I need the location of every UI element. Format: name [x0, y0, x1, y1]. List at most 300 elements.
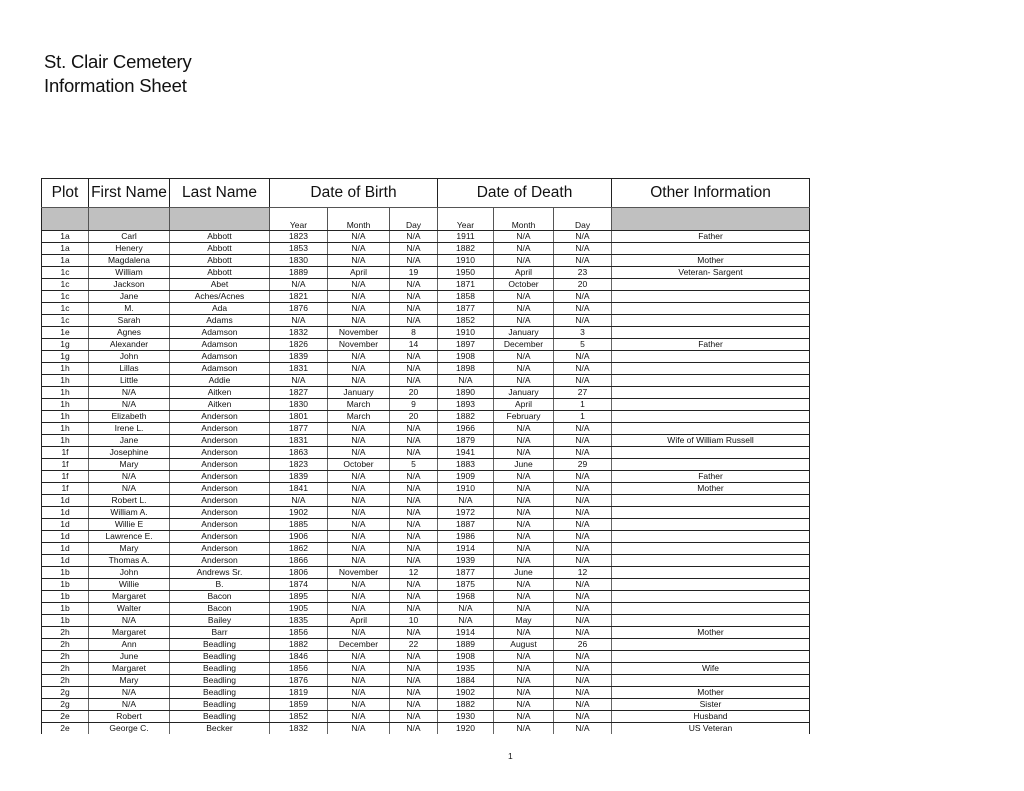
cell-birth-day: N/A	[390, 663, 438, 675]
cell-birth-month: October	[328, 459, 390, 471]
cell-other-information	[612, 543, 810, 555]
cell-last-name: Bailey	[170, 615, 270, 627]
cell-first-name: John	[89, 567, 170, 579]
cell-plot: 1h	[42, 411, 89, 423]
cell-plot: 2e	[42, 711, 89, 723]
cell-death-day: N/A	[554, 447, 612, 459]
cell-last-name: Abbott	[170, 231, 270, 243]
cell-last-name: Anderson	[170, 555, 270, 567]
cell-birth-day: N/A	[390, 699, 438, 711]
cell-death-month: N/A	[494, 651, 554, 663]
cell-birth-day: 9	[390, 399, 438, 411]
cell-death-day: N/A	[554, 291, 612, 303]
cell-other-information	[612, 411, 810, 423]
header-date-of-birth: Date of Birth	[270, 179, 438, 208]
cell-first-name: Robert	[89, 711, 170, 723]
cell-last-name: Beadling	[170, 711, 270, 723]
cell-first-name: George C.	[89, 723, 170, 735]
cell-death-month: N/A	[494, 531, 554, 543]
cell-death-month: April	[494, 399, 554, 411]
cell-birth-day: N/A	[390, 603, 438, 615]
cell-birth-month: N/A	[328, 723, 390, 735]
cell-death-year: 1910	[438, 255, 494, 267]
cell-death-month: January	[494, 387, 554, 399]
cell-other-information	[612, 399, 810, 411]
cell-birth-year: N/A	[270, 315, 328, 327]
cell-death-year: 1941	[438, 447, 494, 459]
cell-plot: 1h	[42, 363, 89, 375]
cell-birth-day: N/A	[390, 579, 438, 591]
cell-death-year: 1871	[438, 279, 494, 291]
subheader-death-year: Year	[438, 208, 494, 231]
cell-death-year: 1858	[438, 291, 494, 303]
cell-first-name: N/A	[89, 699, 170, 711]
subheader-birth-month: Month	[328, 208, 390, 231]
table-row	[42, 651, 810, 663]
cell-other-information: Wife	[612, 663, 810, 675]
header-first-name: First Name	[89, 179, 170, 208]
table-row	[42, 447, 810, 459]
cell-plot: 1b	[42, 615, 89, 627]
cell-death-year: 1986	[438, 531, 494, 543]
cell-death-year: 1893	[438, 399, 494, 411]
cell-death-month: N/A	[494, 363, 554, 375]
cell-death-day: N/A	[554, 627, 612, 639]
cell-last-name: Anderson	[170, 483, 270, 495]
cell-birth-month: January	[328, 387, 390, 399]
cell-birth-year: 1874	[270, 579, 328, 591]
cell-other-information: Mother	[612, 627, 810, 639]
cell-plot: 2g	[42, 699, 89, 711]
cell-birth-day: N/A	[390, 435, 438, 447]
cell-birth-year: 1862	[270, 543, 328, 555]
cell-death-day: N/A	[554, 723, 612, 735]
cell-death-year: 1908	[438, 351, 494, 363]
cell-first-name: N/A	[89, 387, 170, 399]
cell-plot: 1h	[42, 399, 89, 411]
table-row	[42, 459, 810, 471]
cell-death-day: N/A	[554, 435, 612, 447]
cell-death-year: 1930	[438, 711, 494, 723]
table-row	[42, 411, 810, 423]
cell-first-name: N/A	[89, 615, 170, 627]
cell-plot: 1d	[42, 531, 89, 543]
cell-death-month: N/A	[494, 591, 554, 603]
cell-birth-day: N/A	[390, 291, 438, 303]
cell-death-month: N/A	[494, 663, 554, 675]
cell-plot: 2g	[42, 687, 89, 699]
cell-birth-year: 1856	[270, 627, 328, 639]
cell-plot: 1c	[42, 291, 89, 303]
cell-death-month: N/A	[494, 303, 554, 315]
cell-death-day: 1	[554, 399, 612, 411]
table-row	[42, 387, 810, 399]
cell-first-name: Sarah	[89, 315, 170, 327]
cell-plot: 1h	[42, 423, 89, 435]
table-row	[42, 255, 810, 267]
cell-birth-month: N/A	[328, 555, 390, 567]
cell-birth-year: N/A	[270, 375, 328, 387]
cell-birth-month: N/A	[328, 243, 390, 255]
cell-last-name: Adamson	[170, 339, 270, 351]
cell-birth-year: 1835	[270, 615, 328, 627]
cell-birth-day: N/A	[390, 315, 438, 327]
cell-death-day: N/A	[554, 315, 612, 327]
cell-death-year: 1875	[438, 579, 494, 591]
cell-plot: 1a	[42, 243, 89, 255]
cell-birth-month: March	[328, 411, 390, 423]
cell-birth-year: 1841	[270, 483, 328, 495]
cell-birth-month: N/A	[328, 303, 390, 315]
cell-first-name: Jane	[89, 435, 170, 447]
cell-plot: 2h	[42, 651, 89, 663]
cell-death-day: 3	[554, 327, 612, 339]
cell-birth-year: 1823	[270, 459, 328, 471]
cell-death-day: 27	[554, 387, 612, 399]
cell-birth-year: 1902	[270, 507, 328, 519]
cell-other-information	[612, 327, 810, 339]
cell-birth-year: 1859	[270, 699, 328, 711]
cell-death-month: N/A	[494, 543, 554, 555]
cell-last-name: Becker	[170, 723, 270, 735]
header-other-information: Other Information	[612, 179, 810, 208]
cell-last-name: Anderson	[170, 507, 270, 519]
cell-birth-month: April	[328, 267, 390, 279]
cell-plot: 1f	[42, 483, 89, 495]
table-row	[42, 519, 810, 531]
cell-other-information: Mother	[612, 255, 810, 267]
cell-first-name: N/A	[89, 399, 170, 411]
cell-birth-month: December	[328, 639, 390, 651]
cell-other-information	[612, 567, 810, 579]
cell-birth-month: N/A	[328, 315, 390, 327]
subheader-first-name-blank	[89, 208, 170, 231]
cell-first-name: M.	[89, 303, 170, 315]
cell-plot: 1g	[42, 351, 89, 363]
cell-birth-month: N/A	[328, 435, 390, 447]
cell-death-year: 1908	[438, 651, 494, 663]
cell-plot: 1b	[42, 591, 89, 603]
cell-death-day: N/A	[554, 375, 612, 387]
cell-birth-month: N/A	[328, 483, 390, 495]
cell-death-year: 1897	[438, 339, 494, 351]
cemetery-records-table	[41, 178, 810, 734]
cell-death-month: N/A	[494, 555, 554, 567]
cell-death-day: N/A	[554, 531, 612, 543]
cell-birth-year: 1856	[270, 663, 328, 675]
cell-death-month: October	[494, 279, 554, 291]
cell-other-information	[612, 447, 810, 459]
cell-plot: 1f	[42, 459, 89, 471]
cell-death-month: N/A	[494, 723, 554, 735]
cell-birth-day: N/A	[390, 711, 438, 723]
cell-birth-day: N/A	[390, 627, 438, 639]
cell-birth-month: N/A	[328, 351, 390, 363]
cell-death-month: N/A	[494, 507, 554, 519]
table-row	[42, 687, 810, 699]
cell-death-year: N/A	[438, 603, 494, 615]
table-row	[42, 483, 810, 495]
subheader-death-month: Month	[494, 208, 554, 231]
cell-other-information	[612, 279, 810, 291]
cell-plot: 2h	[42, 675, 89, 687]
table-row	[42, 663, 810, 675]
cell-birth-day: 8	[390, 327, 438, 339]
cell-death-year: 1950	[438, 267, 494, 279]
cell-birth-year: 1866	[270, 555, 328, 567]
cell-death-day: N/A	[554, 591, 612, 603]
cell-birth-day: N/A	[390, 279, 438, 291]
table-row	[42, 615, 810, 627]
cell-death-month: N/A	[494, 711, 554, 723]
cell-death-year: 1911	[438, 231, 494, 243]
cell-other-information	[612, 555, 810, 567]
cell-first-name: Mary	[89, 459, 170, 471]
cell-last-name: B.	[170, 579, 270, 591]
cell-birth-day: N/A	[390, 471, 438, 483]
cell-birth-day: N/A	[390, 243, 438, 255]
cell-death-day: N/A	[554, 303, 612, 315]
cell-last-name: Bacon	[170, 603, 270, 615]
cell-death-year: 1920	[438, 723, 494, 735]
cell-birth-year: 1821	[270, 291, 328, 303]
document-title	[44, 50, 192, 98]
cell-birth-year: 1876	[270, 675, 328, 687]
cell-other-information	[612, 423, 810, 435]
table-row	[42, 303, 810, 315]
cell-last-name: Aitken	[170, 387, 270, 399]
cell-last-name: Beadling	[170, 699, 270, 711]
cell-birth-month: N/A	[328, 363, 390, 375]
cell-other-information	[612, 303, 810, 315]
cell-other-information: Father	[612, 231, 810, 243]
table-row	[42, 351, 810, 363]
cell-death-day: 12	[554, 567, 612, 579]
cell-first-name: N/A	[89, 483, 170, 495]
cell-death-year: 1852	[438, 315, 494, 327]
cell-death-day: N/A	[554, 495, 612, 507]
cell-other-information: Veteran- Sargent	[612, 267, 810, 279]
cell-birth-year: 1832	[270, 723, 328, 735]
cell-birth-month: April	[328, 615, 390, 627]
cell-birth-year: 1819	[270, 687, 328, 699]
cell-other-information	[612, 675, 810, 687]
cell-death-year: 1890	[438, 387, 494, 399]
cell-death-day: N/A	[554, 603, 612, 615]
cell-last-name: Beadling	[170, 687, 270, 699]
cell-birth-year: 1830	[270, 255, 328, 267]
cell-death-day: N/A	[554, 423, 612, 435]
cell-last-name: Anderson	[170, 495, 270, 507]
cell-other-information	[612, 603, 810, 615]
cell-last-name: Aches/Acnes	[170, 291, 270, 303]
cell-last-name: Abet	[170, 279, 270, 291]
subheader-last-name-blank	[170, 208, 270, 231]
cell-death-month: February	[494, 411, 554, 423]
cell-last-name: Abbott	[170, 255, 270, 267]
cell-other-information: Wife of William Russell	[612, 435, 810, 447]
cell-other-information	[612, 591, 810, 603]
table-row	[42, 435, 810, 447]
cell-birth-year: 1801	[270, 411, 328, 423]
cell-death-day: N/A	[554, 615, 612, 627]
cell-death-day: N/A	[554, 663, 612, 675]
cell-birth-year: 1831	[270, 435, 328, 447]
cell-first-name: Carl	[89, 231, 170, 243]
cell-last-name: Adams	[170, 315, 270, 327]
table-row	[42, 231, 810, 243]
cell-other-information	[612, 315, 810, 327]
cell-birth-year: 1846	[270, 651, 328, 663]
cell-death-month: N/A	[494, 435, 554, 447]
cell-birth-day: 14	[390, 339, 438, 351]
cell-birth-month: N/A	[328, 603, 390, 615]
cell-death-day: N/A	[554, 675, 612, 687]
table-row	[42, 267, 810, 279]
cell-death-month: N/A	[494, 495, 554, 507]
cell-last-name: Abbott	[170, 243, 270, 255]
cell-death-year: 1882	[438, 699, 494, 711]
cell-birth-year: N/A	[270, 495, 328, 507]
cell-death-month: N/A	[494, 243, 554, 255]
cell-birth-day: N/A	[390, 495, 438, 507]
cell-birth-year: 1882	[270, 639, 328, 651]
page-number: 1	[508, 751, 513, 761]
table-row	[42, 375, 810, 387]
cell-birth-year: 1823	[270, 231, 328, 243]
cell-birth-day: N/A	[390, 231, 438, 243]
cell-death-year: N/A	[438, 615, 494, 627]
cell-death-year: 1914	[438, 627, 494, 639]
cell-birth-year: 1906	[270, 531, 328, 543]
cell-plot: 1c	[42, 315, 89, 327]
cell-birth-day: N/A	[390, 363, 438, 375]
cell-death-month: N/A	[494, 315, 554, 327]
subheader-birth-year: Year	[270, 208, 328, 231]
cell-other-information: Mother	[612, 687, 810, 699]
cell-death-year: N/A	[438, 495, 494, 507]
cell-last-name: Beadling	[170, 639, 270, 651]
cell-other-information	[612, 507, 810, 519]
cell-birth-day: N/A	[390, 687, 438, 699]
cell-birth-day: 10	[390, 615, 438, 627]
cell-other-information	[612, 387, 810, 399]
cell-first-name: Willie	[89, 579, 170, 591]
cell-first-name: N/A	[89, 687, 170, 699]
cell-plot: 2h	[42, 663, 89, 675]
cell-first-name: Jackson	[89, 279, 170, 291]
header-last-name: Last Name	[170, 179, 270, 208]
cell-last-name: Adamson	[170, 363, 270, 375]
cell-first-name: Margaret	[89, 663, 170, 675]
table-row	[42, 363, 810, 375]
cell-plot: 1a	[42, 255, 89, 267]
title-line-1: St. Clair Cemetery	[44, 51, 192, 72]
cell-last-name: Anderson	[170, 531, 270, 543]
table-row	[42, 471, 810, 483]
cell-death-year: 1877	[438, 567, 494, 579]
cell-birth-month: N/A	[328, 291, 390, 303]
cell-birth-month: N/A	[328, 543, 390, 555]
cell-death-day: N/A	[554, 363, 612, 375]
cell-plot: 1c	[42, 279, 89, 291]
cell-death-month: April	[494, 267, 554, 279]
cell-other-information	[612, 615, 810, 627]
cell-death-month: June	[494, 567, 554, 579]
cell-death-month: N/A	[494, 447, 554, 459]
cell-plot: 1c	[42, 267, 89, 279]
table-body	[42, 231, 810, 735]
cell-death-year: 1887	[438, 519, 494, 531]
cell-birth-day: N/A	[390, 423, 438, 435]
table-row	[42, 567, 810, 579]
cell-plot: 1h	[42, 387, 89, 399]
cell-death-year: 1882	[438, 243, 494, 255]
cell-first-name: June	[89, 651, 170, 663]
cell-death-day: N/A	[554, 687, 612, 699]
cell-death-month: January	[494, 327, 554, 339]
cell-plot: 1f	[42, 447, 89, 459]
cell-death-month: N/A	[494, 471, 554, 483]
cell-death-year: 1882	[438, 411, 494, 423]
cell-last-name: Anderson	[170, 423, 270, 435]
cell-first-name: Margaret	[89, 627, 170, 639]
cell-birth-day: 22	[390, 639, 438, 651]
table-row	[42, 279, 810, 291]
cell-death-day: N/A	[554, 471, 612, 483]
cell-last-name: Barr	[170, 627, 270, 639]
cell-plot: 1d	[42, 495, 89, 507]
cell-first-name: Robert L.	[89, 495, 170, 507]
cell-birth-year: 1853	[270, 243, 328, 255]
cell-birth-day: N/A	[390, 255, 438, 267]
table-row	[42, 639, 810, 651]
table-row	[42, 603, 810, 615]
header-plot: Plot	[42, 179, 89, 208]
cell-first-name: Alexander	[89, 339, 170, 351]
cell-death-month: N/A	[494, 603, 554, 615]
table-row	[42, 399, 810, 411]
cell-plot: 1b	[42, 579, 89, 591]
cell-birth-day: 20	[390, 411, 438, 423]
subheader-other-blank	[612, 208, 810, 231]
cell-last-name: Anderson	[170, 411, 270, 423]
cell-birth-year: 1889	[270, 267, 328, 279]
cell-last-name: Andrews Sr.	[170, 567, 270, 579]
cell-birth-month: March	[328, 399, 390, 411]
cell-last-name: Anderson	[170, 435, 270, 447]
cell-first-name: N/A	[89, 471, 170, 483]
cell-other-information	[612, 459, 810, 471]
cell-death-day: N/A	[554, 243, 612, 255]
cell-birth-month: N/A	[328, 675, 390, 687]
cell-plot: 1c	[42, 303, 89, 315]
cell-birth-month: N/A	[328, 699, 390, 711]
cell-birth-day: 12	[390, 567, 438, 579]
cell-first-name: William	[89, 267, 170, 279]
cell-first-name: Elizabeth	[89, 411, 170, 423]
cell-death-month: N/A	[494, 423, 554, 435]
cell-first-name: Magdalena	[89, 255, 170, 267]
cell-death-year: 1909	[438, 471, 494, 483]
table-row	[42, 591, 810, 603]
cell-other-information	[612, 639, 810, 651]
cell-last-name: Anderson	[170, 447, 270, 459]
table-row	[42, 723, 810, 735]
cell-birth-month: November	[328, 567, 390, 579]
cell-first-name: Agnes	[89, 327, 170, 339]
cell-death-day: N/A	[554, 543, 612, 555]
